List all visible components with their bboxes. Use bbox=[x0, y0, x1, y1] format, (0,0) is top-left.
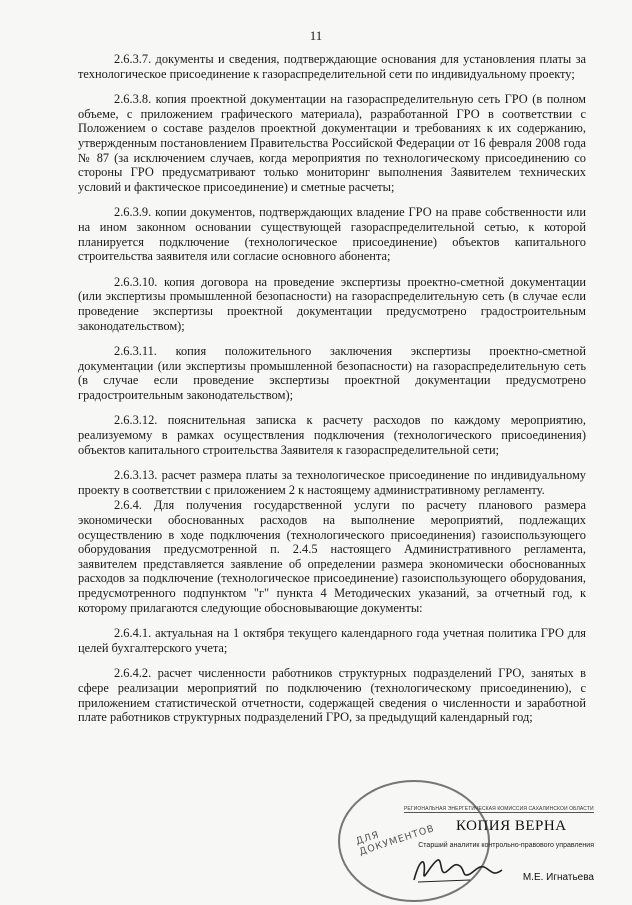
handwritten-signature bbox=[410, 852, 506, 886]
paragraph-2-6-4-2: 2.6.4.2. расчет численности работников структурных подразделений ГРО, занятых в сфере реализации мероприятий по подключению (технологическому присоединению), с приложением статистической отчетности, содержащей сведения о численности и заработной плате работников структурных подразделений ГРО, за предыдущий календарный год; bbox=[78, 666, 586, 725]
paragraph-2-6-3-10: 2.6.3.10. копия договора на проведение экспертизы проектно-сметной документации (или экспертизы промышленной безопасности) на газораспределительную сеть (в случае если проведение экспертизы проектной документации предусмотрено градостроительным законодательством); bbox=[78, 274, 586, 333]
paragraph-2-6-3-11: 2.6.3.11. копия положительного заключения экспертизы проектно-сметной документации (или экспертизы промышленной безопасности) на газораспределительную сеть (в случае если проведение экспертизы проектной документации предусмотрено градостроительным законодательством); bbox=[78, 344, 586, 402]
paragraph-2-6-4: 2.6.4. Для получения государственной услуги по расчету планового размера экономически обоснованных расходов на выполнение мероприятий, подлежащих осуществлению в ходе подключения (технологического присоединения) газоиспользующего оборудования предусмотренной п. 2.4.5 настоящего Административного регламента, заявителем представляется заявление об определении размера экономически обоснованных расходов за подключение (технологическое присоединение) газоиспользующего оборудования, предусмотренного подпунктом "г" пункта 4 Методических указаний, за отчетный год, к которому прилагаются следующие обосновывающие документы: bbox=[78, 498, 586, 615]
paragraph-2-6-3-9: 2.6.3.9. копии документов, подтверждающих владение ГРО на праве собственности или на ином законном основании существующей газораспределительной сетью, к которой планируется подключение (технологическое присоединение) объектов капитального строительства заявителя или согласие основного абонента; bbox=[78, 205, 586, 264]
stamp-title: КОПИЯ ВЕРНА bbox=[456, 818, 567, 834]
stamp-signatory-name: М.Е. Игнатьева bbox=[522, 872, 594, 883]
paragraph-2-6-4-1: 2.6.4.1. актуальная на 1 октября текущего календарного года учетная политика ГРО для целей бухгалтерского учета; bbox=[78, 626, 586, 655]
document-body bbox=[78, 52, 586, 725]
round-stamp-text: ДЛЯ ДОКУМЕНТОВ bbox=[354, 823, 437, 858]
page-number: 11 bbox=[309, 28, 323, 43]
paragraph-2-6-3-8: 2.6.3.8. копия проектной документации на газораспределительную сеть ГРО (в полном объеме, с приложением графического материала), разработанной ГРО в соответствии с Положением о составе разделов проектной документации и требованиях к их содержанию, утвержденным постановлением Правительства Российской Федерации от 16 февраля 2008 года № 87 (за исключением случаев, когда мероприятия по технологическому присоединению со стороны ГРО предусматривают только мониторинг выполнения Заявителем технических условий и фактическое присоединение) и сметные расчеты; bbox=[78, 92, 586, 194]
paragraph-2-6-3-13: 2.6.3.13. расчет размера платы за технологическое присоединение по индивидуальному проекту в соответствии с приложением 2 к настоящему административному регламенту. bbox=[78, 468, 586, 497]
paragraph-2-6-3-12: 2.6.3.12. пояснительная записка к расчету расходов по каждому мероприятию, реализуемому в рамках осуществления подключения (технологического присоединения) объектов капитального строительства Заявителя к газораспределительной сети; bbox=[78, 413, 586, 457]
stamp-organization: РЕГИОНАЛЬНАЯ ЭНЕРГЕТИЧЕСКАЯ КОМИССИЯ САХАЛИНСКОЙ ОБЛАСТИ bbox=[404, 806, 594, 812]
stamp-position: Старший аналитик контрольно-правового управления bbox=[418, 842, 594, 849]
paragraph-2-6-3-7: 2.6.3.7. документы и сведения, подтверждающие основания для установления платы за технологическое присоединение к газораспределительной сети по индивидуальному проекту; bbox=[78, 52, 586, 81]
